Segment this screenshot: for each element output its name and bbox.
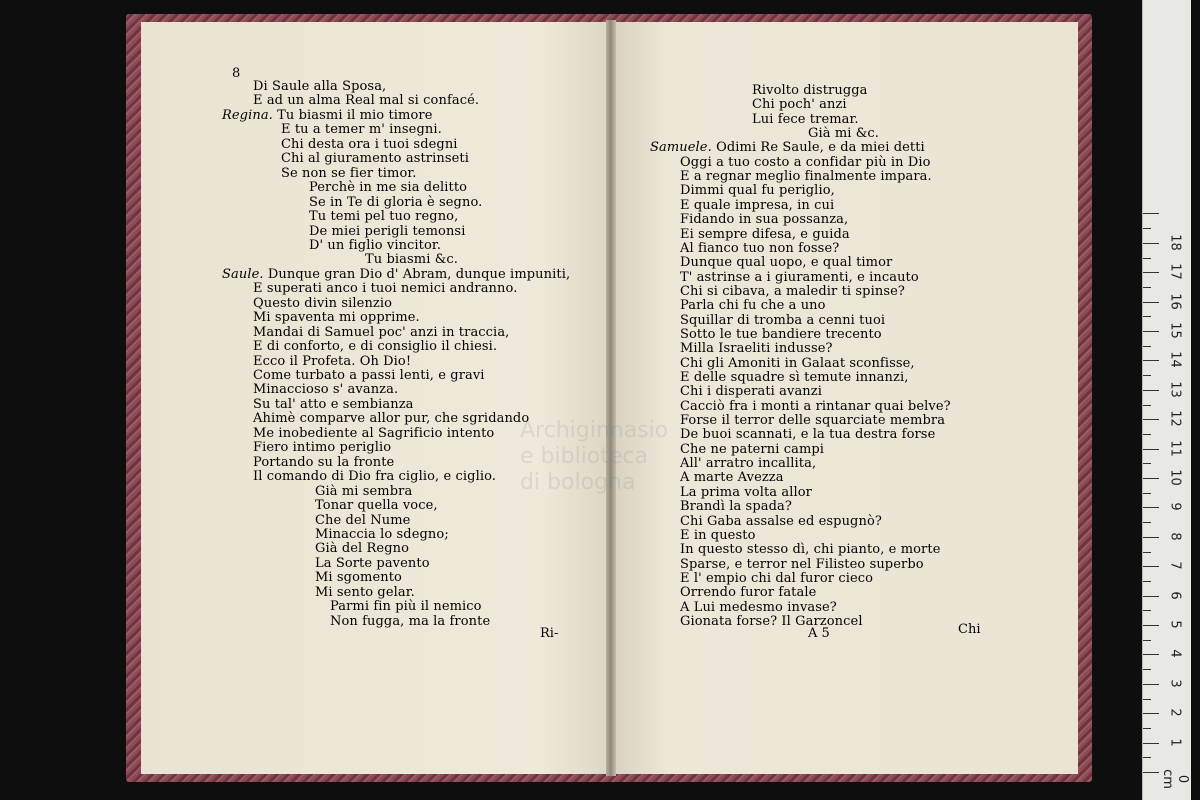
verse-text: Al fianco tuo non fosse? xyxy=(680,240,840,256)
verse-text: E l' empio chi dal furor cieco xyxy=(680,570,874,586)
verse-text: Chi poch' anzi xyxy=(752,97,847,113)
ruler-label: 17 xyxy=(1167,263,1183,280)
verse-text: Mi spaventa mi opprime. xyxy=(253,310,420,326)
right-page-line xyxy=(680,543,941,557)
ruler-tick xyxy=(1143,757,1151,758)
left-catchword: Ri- xyxy=(540,626,559,641)
ruler-tick xyxy=(1143,640,1151,641)
ruler-label: 7 xyxy=(1167,561,1183,570)
verse-text: Chi si cibava, a maledir ti spinse? xyxy=(680,283,905,299)
ruler-tick xyxy=(1143,566,1159,567)
watermark xyxy=(520,418,668,496)
verse-text: Lui fece tremar. xyxy=(752,111,859,127)
verse-text: Dunque gran Dio d' Abram, dunque impuniti, xyxy=(267,266,571,282)
right-page-line xyxy=(680,256,892,270)
verse-text: Cacciò fra i monti a rintanar quai belve? xyxy=(680,398,951,414)
ruler-tick xyxy=(1143,287,1151,288)
verse-text: Rivolto distrugga xyxy=(752,83,868,98)
ruler-tick xyxy=(1143,228,1151,229)
right-catchword: Chi xyxy=(958,622,981,637)
verse-text: E a regnar meglio finalmente impara. xyxy=(680,169,932,185)
left-page-line xyxy=(253,355,411,369)
right-page-line xyxy=(680,515,882,529)
verse-text: D' un figlio vincitor. xyxy=(309,237,442,253)
right-page-line xyxy=(680,615,863,629)
ruler-tick xyxy=(1143,596,1159,597)
left-page-line xyxy=(309,225,465,239)
verse-text: Ecco il Profeta. Oh Dio! xyxy=(253,353,412,369)
ruler-tick xyxy=(1143,449,1159,450)
ruler-label: 8 xyxy=(1167,532,1183,541)
ruler-tick xyxy=(1143,537,1159,538)
right-page-line xyxy=(680,414,945,428)
left-page-line xyxy=(253,326,509,340)
right-page-line xyxy=(680,486,812,500)
verse-text: Già mi &c. xyxy=(808,126,880,142)
right-page-line xyxy=(680,328,882,342)
left-page-line xyxy=(315,499,438,513)
ruler-tick xyxy=(1143,346,1151,347)
ruler-label: 11 xyxy=(1167,439,1183,457)
right-page-line xyxy=(752,98,847,112)
watermark-line-1: Archiginnasio xyxy=(520,418,669,443)
left-page-line xyxy=(309,196,482,210)
right-page-line xyxy=(680,170,932,184)
verse-text: Parla chi fu che a uno xyxy=(680,298,826,314)
ruler-tick xyxy=(1143,302,1159,303)
ruler-tick xyxy=(1143,743,1159,744)
verse-text: Tu temi pel tuo regno, xyxy=(309,209,459,225)
ruler-tick xyxy=(1143,478,1159,479)
ruler-tick xyxy=(1143,552,1151,553)
left-page-line xyxy=(253,456,394,470)
verse-text: T' astrinse a i giuramenti, e incauto xyxy=(680,269,919,285)
left-page-line xyxy=(315,557,430,571)
left-page-line xyxy=(253,398,414,412)
left-page-line xyxy=(365,253,458,267)
ruler-label: 16 xyxy=(1167,292,1183,310)
left-page-line xyxy=(253,383,398,397)
verse-text: Tonar quella voce, xyxy=(315,498,438,514)
verse-text: Se in Te di gloria è segno. xyxy=(309,194,483,210)
page-number: 8 xyxy=(232,66,241,81)
speaker-name: Samuele. xyxy=(650,140,717,156)
right-page-line xyxy=(680,471,784,485)
right-page-line xyxy=(680,529,756,543)
verse-text: Tu biasmi il mio timore xyxy=(277,107,433,123)
verse-text: Di Saule alla Sposa, xyxy=(253,79,387,94)
verse-text: Come turbato a passi lenti, e gravi xyxy=(253,368,485,383)
verse-text: Portando su la fronte xyxy=(253,454,395,470)
verse-text: Chi desta ora i tuoi sdegni xyxy=(281,136,458,152)
ruler-label: 9 xyxy=(1167,502,1183,512)
ruler-label: 5 xyxy=(1167,620,1183,629)
left-page-line xyxy=(315,528,449,542)
verse-text: A Lui medesmo invase? xyxy=(680,599,837,615)
right-page-line xyxy=(680,357,915,371)
verse-text: In questo stesso dì, chi pianto, e morte xyxy=(680,542,941,558)
right-page-line xyxy=(680,271,919,285)
left-page-line xyxy=(222,109,433,123)
verse-text: E delle squadre sì temute innanzi, xyxy=(680,370,909,385)
ruler-label: 15 xyxy=(1167,322,1183,339)
ruler-tick xyxy=(1143,331,1159,332)
verse-text: Già mi sembra xyxy=(315,483,413,499)
ruler-tick xyxy=(1143,713,1159,714)
left-page-line xyxy=(330,615,490,629)
speaker-name: Saule. xyxy=(222,266,268,282)
verse-text: E tu a temer m' insegni. xyxy=(281,122,442,138)
verse-text: Dunque qual uopo, e qual timor xyxy=(680,255,893,271)
right-page-line xyxy=(680,500,792,514)
verse-text: Tu biasmi &c. xyxy=(365,252,458,268)
ruler-label: 18 xyxy=(1167,234,1183,251)
ruler-tick xyxy=(1143,316,1151,317)
verse-text: Fidando in sua possanza, xyxy=(680,212,849,228)
verse-text: Chi i disperati avanzi xyxy=(680,384,822,400)
left-page-line xyxy=(281,123,442,137)
ruler-tick xyxy=(1143,669,1151,670)
verse-text: Mi sgomento xyxy=(315,570,402,586)
verse-text: Chi al giuramento astrinseti xyxy=(281,151,469,167)
right-page-line xyxy=(680,586,816,600)
watermark-line-3: di bologna xyxy=(520,470,636,495)
verse-text: Sotto le tue bandiere trecento xyxy=(680,326,882,342)
ruler-tick xyxy=(1143,213,1159,214)
verse-text: Non fugga, ma la fronte xyxy=(330,613,491,629)
right-page-line xyxy=(680,428,935,442)
verse-text: La Sorte pavento xyxy=(315,555,430,571)
verse-text: E superati anco i tuoi nemici andranno. xyxy=(253,281,518,297)
ruler-tick xyxy=(1143,463,1151,464)
verse-text: Me inobediente al Sagrificio intento xyxy=(253,425,495,441)
ruler-label: 14 xyxy=(1167,351,1183,369)
right-page-line xyxy=(680,285,905,299)
right-page-line xyxy=(680,314,885,328)
ruler-label: 1 xyxy=(1167,737,1183,747)
verse-text: Se non se fier timor. xyxy=(281,165,417,181)
right-page-line xyxy=(680,572,873,586)
ruler-tick xyxy=(1143,522,1151,523)
ruler-tick xyxy=(1143,772,1159,773)
signature-mark: A 5 xyxy=(808,626,830,641)
right-page-line xyxy=(752,84,868,98)
ruler-tick xyxy=(1143,625,1159,626)
verse-text: La prima volta allor xyxy=(680,484,812,500)
verse-text: Su tal' atto e sembianza xyxy=(253,396,414,412)
ruler-label: 0 cm xyxy=(1160,769,1190,789)
ruler-tick xyxy=(1143,243,1159,244)
left-page-line xyxy=(309,239,441,253)
verse-text: Sparse, e terror nel Filisteo superbo xyxy=(680,556,924,572)
right-page-line xyxy=(680,299,826,313)
verse-text: E ad un alma Real mal si confacé. xyxy=(253,93,480,109)
ruler-tick xyxy=(1143,684,1159,685)
ruler-label: 3 xyxy=(1167,679,1183,688)
ruler-label: 6 xyxy=(1167,590,1183,600)
left-page-line xyxy=(253,297,392,311)
verse-text: Milla Israeliti indusse? xyxy=(680,341,833,357)
verse-text: Mi sento gelar. xyxy=(315,584,415,600)
verse-text: Chi Gaba assalse ed espugnò? xyxy=(680,513,882,529)
left-page-line xyxy=(253,441,391,455)
right-page-line xyxy=(680,228,850,242)
right-page-line xyxy=(680,400,951,414)
right-page-line xyxy=(680,156,931,170)
ruler-tick xyxy=(1143,419,1159,420)
ruler-tick xyxy=(1143,581,1151,582)
verse-text: De miei perigli temonsi xyxy=(309,223,466,239)
left-page-line xyxy=(253,311,420,325)
speaker-name: Regina. xyxy=(222,107,278,123)
right-page-line xyxy=(680,601,837,615)
right-page-line xyxy=(680,199,834,213)
left-page-line xyxy=(222,268,570,282)
ruler-label: 12 xyxy=(1167,410,1183,427)
measurement-ruler xyxy=(1142,0,1191,800)
verse-text: Squillar di tromba a cenni tuoi xyxy=(680,312,886,328)
ruler-tick xyxy=(1143,272,1159,273)
verse-text: Chi gli Amoniti in Galaat sconfisse, xyxy=(680,355,915,371)
left-page-line xyxy=(253,80,386,94)
verse-text: Il comando di Dio fra ciglio, e ciglio. xyxy=(253,469,497,485)
right-page-line xyxy=(680,184,835,198)
ruler-tick xyxy=(1143,360,1159,361)
ruler-tick xyxy=(1143,493,1151,494)
verse-text: Gionata forse? Il Garzoncel xyxy=(680,613,863,629)
verse-text: De buoi scannati, e la tua destra forse xyxy=(680,427,936,443)
ruler-tick xyxy=(1143,728,1151,729)
left-page-line xyxy=(315,485,412,499)
left-page-line xyxy=(253,340,497,354)
ruler-label: 2 xyxy=(1167,708,1183,717)
ruler-tick xyxy=(1143,405,1151,406)
left-page-line xyxy=(253,412,529,426)
verse-text: Fiero intimo periglio xyxy=(253,440,392,456)
verse-text: Forse il terror delle squarciate membra xyxy=(680,413,946,429)
left-page-line xyxy=(281,152,469,166)
verse-text: Parmi fin più il nemico xyxy=(330,599,482,615)
ruler-tick xyxy=(1143,507,1159,508)
verse-text: E di conforto, e di consiglio il chiesi. xyxy=(253,339,498,355)
ruler-label: 10 xyxy=(1167,469,1183,486)
right-page-line xyxy=(650,141,925,155)
ruler-label: 4 xyxy=(1167,649,1183,659)
left-page-line xyxy=(330,600,482,614)
verse-text: Odimi Re Saule, e da miei detti xyxy=(716,140,925,156)
left-page-line xyxy=(309,210,458,224)
ruler-tick xyxy=(1143,375,1151,376)
watermark-line-2: e biblioteca xyxy=(520,444,648,469)
left-page-line xyxy=(281,138,458,152)
verse-text: Questo divin silenzio xyxy=(253,295,393,311)
ruler-tick xyxy=(1143,610,1151,611)
ruler-label: 13 xyxy=(1167,381,1183,398)
right-page-line xyxy=(680,457,816,471)
verse-text: Oggi a tuo costo a confidar più in Dio xyxy=(680,154,931,170)
left-page-line xyxy=(253,369,485,383)
ruler-tick xyxy=(1143,258,1151,259)
left-page-line xyxy=(309,181,467,195)
right-page-line xyxy=(680,371,908,385)
verse-text: Ei sempre difesa, e guida xyxy=(680,226,850,242)
verse-text: E in questo xyxy=(680,527,756,543)
right-page-line xyxy=(680,242,839,256)
verse-text: Dimmi qual fu periglio, xyxy=(680,183,835,199)
verse-text: E quale impresa, in cui xyxy=(680,197,835,213)
right-page-line xyxy=(752,113,859,127)
right-page-line xyxy=(680,558,924,572)
left-page-line xyxy=(315,514,410,528)
ruler-tick xyxy=(1143,654,1159,655)
left-page-line xyxy=(253,470,496,484)
verse-text: Minaccia lo sdegno; xyxy=(315,526,449,542)
left-page-line xyxy=(315,542,409,556)
verse-text: A marte Avezza xyxy=(680,470,784,486)
left-page-line xyxy=(315,571,402,585)
verse-text: Brandì la spada? xyxy=(680,499,792,515)
verse-text: Che ne paterni campi xyxy=(680,441,825,457)
verse-text: Ahimè comparve allor pur, che sgridando xyxy=(253,411,530,427)
verse-text: All' arratro incallita, xyxy=(680,456,817,472)
ruler-tick xyxy=(1143,699,1151,700)
verse-text: Perchè in me sia delitto xyxy=(309,180,468,196)
ruler-tick xyxy=(1143,390,1159,391)
verse-text: Mandai di Samuel poc' anzi in traccia, xyxy=(253,324,510,340)
left-page-line xyxy=(315,586,415,600)
verse-text: Già del Regno xyxy=(315,541,410,557)
right-page-line xyxy=(680,213,848,227)
right-page-line xyxy=(680,385,822,399)
verse-text: Minaccioso s' avanza. xyxy=(253,382,399,398)
book-gutter xyxy=(606,20,616,776)
right-page-line xyxy=(680,342,833,356)
ruler-tick xyxy=(1143,434,1151,435)
left-page-line xyxy=(253,282,517,296)
left-page-line xyxy=(253,94,479,108)
left-page-line xyxy=(253,427,494,441)
right-page-line xyxy=(680,443,824,457)
verse-text: Orrendo furor fatale xyxy=(680,585,817,601)
left-page-line xyxy=(281,167,417,181)
right-page-line xyxy=(808,127,879,141)
verse-text: Che del Nume xyxy=(315,512,411,528)
